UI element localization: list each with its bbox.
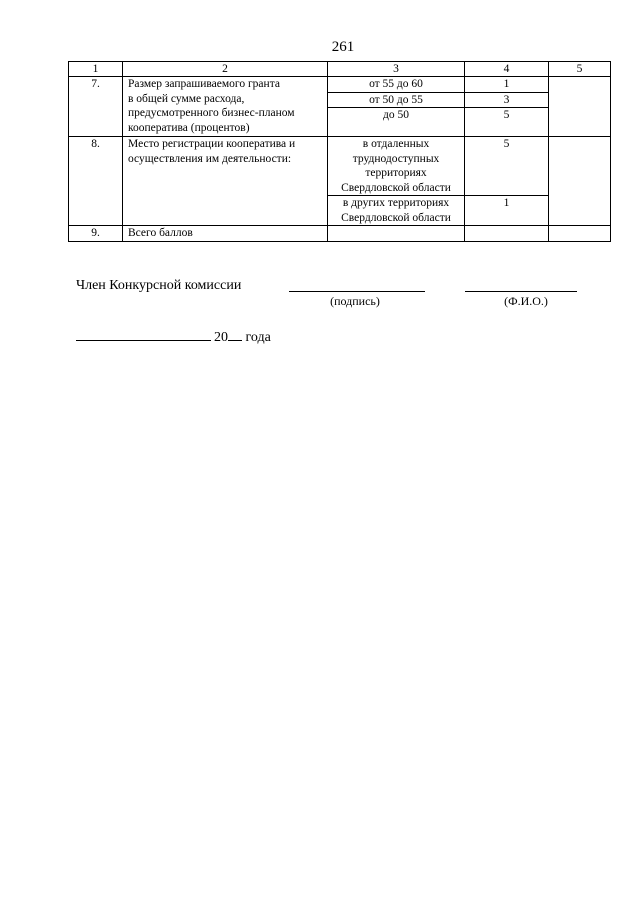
row-7-criterion-line: кооператива (процентов): [128, 121, 250, 134]
row-8-option-2-label: [328, 196, 465, 226]
row-8-option-1-line: Свердловской области: [341, 181, 451, 194]
row-7-criterion-line: предусмотренного бизнес-планом: [128, 107, 295, 119]
commission-member-label: Член Конкурсной комиссии: [76, 278, 242, 293]
row-7-option-2-label: от 50 до 55: [328, 92, 465, 108]
row-9-number: 9.: [69, 226, 123, 242]
signature-caption: (подпись): [330, 294, 380, 308]
row-8-option-1-line: территориях: [365, 167, 427, 179]
row-7-criterion-line: в общей сумме расхода,: [128, 92, 245, 105]
row-7-number: 7.: [69, 77, 123, 137]
date-year-blank: [228, 328, 242, 341]
row-8-option-1-label: [328, 137, 465, 196]
header-cell-5: 5: [549, 62, 611, 77]
header-cell-2: 2: [123, 62, 328, 77]
row-8-number: 8.: [69, 137, 123, 226]
row-7-option-1-score: 1: [465, 77, 549, 93]
table-row-9: [69, 226, 611, 242]
row-8-criterion-line: осуществления им деятельности:: [128, 152, 292, 165]
signature-line: [289, 291, 425, 292]
table-row-8: [69, 137, 611, 196]
table-header-row: [69, 62, 611, 77]
row-7-criterion-line: Размер запрашиваемого гранта: [128, 78, 280, 90]
date-day-month-line: [76, 328, 211, 341]
row-9-col3: [328, 226, 465, 242]
row-7-option-3-label: до 50: [328, 108, 465, 137]
row-8-option-1-score: 5: [465, 137, 549, 196]
name-line: [465, 291, 577, 292]
row-7-option-2-score: 3: [465, 92, 549, 108]
row-8-option-2-line: Свердловской области: [341, 211, 451, 224]
date-row: [76, 328, 271, 346]
row-8-option-1-line: труднодоступных: [352, 152, 440, 165]
header-cell-4: 4: [465, 62, 549, 77]
row-7-option-3-score: 5: [465, 108, 549, 137]
row-8-criterion-line: Место регистрации кооператива и: [128, 138, 296, 150]
row-8-option-2-line: в других территориях: [342, 197, 450, 209]
table-row-7: [69, 77, 611, 93]
score-table: [68, 61, 611, 242]
page-number: 261: [331, 39, 355, 55]
header-cell-3: 3: [328, 62, 465, 77]
row-8-criterion: [123, 137, 328, 226]
row-7-col5: [549, 77, 611, 137]
row-9-criterion: Всего баллов: [123, 226, 328, 242]
header-cell-1: 1: [69, 62, 123, 77]
row-8-option-2-score: 1: [465, 196, 549, 226]
row-9-col5: [549, 226, 611, 242]
row-8-option-1-line: в отдаленных: [362, 138, 430, 150]
row-7-option-1-label: от 55 до 60: [328, 77, 465, 93]
row-8-col5: [549, 137, 611, 226]
row-9-col4: [465, 226, 549, 242]
name-caption: (Ф.И.О.): [504, 294, 548, 308]
date-year-prefix: 20: [214, 330, 228, 345]
date-year-suffix: года: [245, 330, 271, 345]
row-7-criterion: [123, 77, 328, 137]
